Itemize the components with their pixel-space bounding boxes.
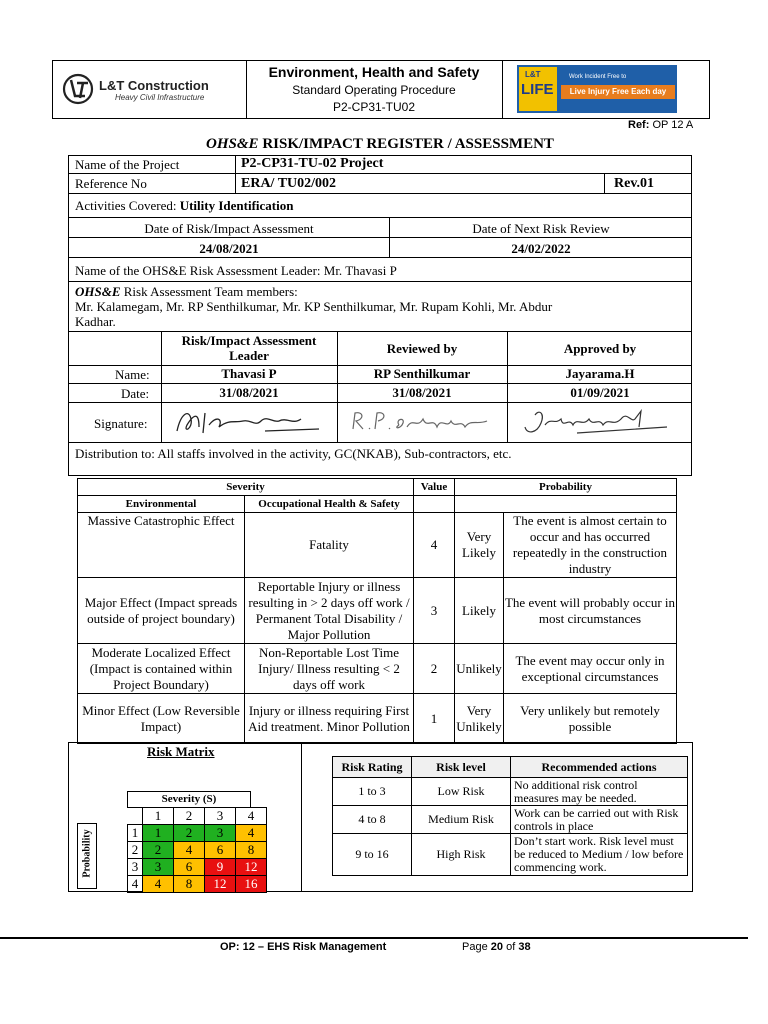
- matrix-cell: 8: [174, 876, 205, 893]
- approver-signature: [517, 405, 677, 439]
- severity-probability-table: Severity Value Probability Environmental Occupational Health & Safety Massive Catastrophic Effect Fatality 4 Very Likely The event is almost certain to occur and has occurred repeatedly in the construction industry Major Effect (Impact spreads outside of project boundary) Reportable Injury or illness resulting in > 2 days off work / Permanent Total Disability / Major Pollution 3 Likely The event will probably occur in most circumstances Moderate Localized Effect (Impact is contained within Project Boundary) Non-Reportable Lost Time Injury/ Illness resulting < 2 days off work 2 Unlikely The event may occur only in exceptional circumstances Minor Effect (Low Reversible Impact) Injury or illness requiring First Aid treatment. Minor Pollution 1 Very Unlikely Very unlikely but remotely possible: [77, 478, 677, 744]
- revision: Rev.01: [614, 176, 655, 191]
- leader-signature: [169, 405, 329, 439]
- company-name: L&T Construction: [99, 78, 209, 93]
- matrix-cell: 6: [174, 859, 205, 876]
- approver-name: Jayarama.H: [565, 366, 635, 381]
- reviewer-date: 31/08/2021: [392, 385, 452, 400]
- lt-logo-icon: [61, 72, 95, 106]
- matrix-cell: 4: [143, 876, 174, 893]
- risk-rating-row: 1 to 3 Low Risk No additional risk control measures may be needed.: [333, 778, 688, 806]
- company-logo-cell: [53, 61, 247, 118]
- project-name: P2-CP31-TU-02 Project: [241, 156, 384, 171]
- matrix-cell: 2: [174, 825, 205, 842]
- approvals-header-row: Risk/Impact Assessment Leader Reviewed by Approved by: [68, 331, 692, 365]
- header-title: Environment, Health and Safety: [268, 64, 480, 80]
- matrix-cell: 2: [143, 842, 174, 859]
- approvals-date-row: Date: 31/08/2021 31/08/2021 01/09/2021: [68, 383, 692, 402]
- severity-row: Massive Catastrophic Effect Fatality 4 Very Likely The event is almost certain to occur and has occurred repeatedly in the construction industry: [78, 513, 677, 578]
- matrix-cell: 6: [205, 842, 236, 859]
- severity-axis-label: Severity (S): [127, 791, 251, 808]
- leader-date: 31/08/2021: [219, 385, 279, 400]
- footer-rule: [0, 937, 748, 939]
- leader-line: Name of the OHS&E Risk Assessment Leader: Mr. Thavasi P: [75, 263, 397, 278]
- matrix-cell: 12: [205, 876, 236, 893]
- matrix-cell: 16: [236, 876, 267, 893]
- distribution-row: [68, 442, 692, 476]
- reference-number: ERA/ TU02/002: [241, 176, 337, 191]
- probability-axis-label: Probability: [81, 829, 93, 878]
- leader-row: [68, 257, 692, 281]
- activities-row: Activities Covered: Utility Identification: [68, 193, 692, 217]
- dates-value-row: [68, 237, 692, 257]
- risk-matrix-title: Risk Matrix: [147, 744, 215, 759]
- life-badge-cell: [502, 61, 709, 118]
- approvals-name-row: Name: Thavasi P RP Senthilkumar Jayarama.H: [68, 365, 692, 383]
- matrix-cell: 1: [143, 825, 174, 842]
- probability-axis-box: [77, 823, 97, 889]
- matrix-cell: 4: [174, 842, 205, 859]
- signature-row: Signature:: [68, 402, 692, 442]
- reviewer-name: RP Senthilkumar: [373, 366, 471, 381]
- life-badge-slogan: Live Injury Free Each day: [561, 85, 675, 99]
- matrix-cell: 9: [205, 859, 236, 876]
- page-number: Page 20 of 38: [462, 941, 531, 953]
- ref-line: Ref: OP 12 A: [628, 119, 694, 131]
- matrix-cell: 3: [205, 825, 236, 842]
- reviewer-signature: [347, 407, 497, 437]
- leader-name: Thavasi P: [221, 366, 277, 381]
- matrix-cell: 12: [236, 859, 267, 876]
- approver-date: 01/09/2021: [570, 385, 630, 400]
- severity-row: Moderate Localized Effect (Impact is contained within Project Boundary) Non-Reportable Lost Time Injury/ Illness resulting < 2 days off work 2 Unlikely The event may occur only in exceptional circumstances: [78, 644, 677, 694]
- assessment-date: 24/08/2021: [199, 241, 259, 256]
- risk-rating-row: 9 to 16 High Risk Don’t start work. Risk level must be reduced to Medium / low before commencing work.: [333, 834, 688, 876]
- footer-title: OP: 12 – EHS Risk Management: [220, 941, 387, 953]
- next-review-date: 24/02/2022: [511, 241, 571, 256]
- life-badge-yellow: L&T LIFE: [519, 67, 557, 111]
- severity-row: Major Effect (Impact spreads outside of project boundary) Reportable Injury or illness resulting in > 2 days off work / Permanent Total Disability / Major Pollution 3 Likely The event will probably occur in most circumstances: [78, 578, 677, 644]
- document-header: [52, 60, 710, 119]
- matrix-cell: 4: [236, 825, 267, 842]
- matrix-cell: 8: [236, 842, 267, 859]
- header-subtitle: Standard Operating Procedure: [292, 83, 456, 97]
- risk-matrix-box: [68, 742, 302, 892]
- header-doc-code: P2-CP31-TU02: [332, 100, 416, 114]
- dates-label-row: Date of Risk/Impact Assessment Date of Next Risk Review: [68, 217, 692, 237]
- project-name-row: Name of the Project P2-CP31-TU-02 Project: [68, 155, 692, 173]
- reference-row: Reference No ERA/ TU02/002 Rev.01: [68, 173, 692, 193]
- distribution-text: Distribution to: All staffs involved in the activity, GC(NKAB), Sub-contractors, etc.: [75, 446, 512, 461]
- activity-value: Utility Identification: [179, 198, 294, 213]
- header-title-cell: [246, 61, 503, 118]
- register-title: OHS&E RISK/IMPACT REGISTER / ASSESSMENT: [206, 136, 554, 152]
- team-row: OHS&E Risk Assessment Team members: Mr. Kalamegam, Mr. RP Senthilkumar, Mr. KP Senthilkumar, Mr. Rupam Kohli, Mr. Abdur Kadhar.: [68, 281, 692, 331]
- life-badge: L&T LIFE Work Incident Free to Live Injury Free Each day: [517, 65, 677, 113]
- risk-rating-table: Risk Rating Risk level Recommended actions 1 to 3 Low Risk No additional risk control measures may be needed. 4 to 8 Medium Risk Work can be carried out with Risk controls in place 9 to 16 High Risk Don’t start work. Risk level must be reduced to Medium / low before commencing work.: [332, 756, 688, 876]
- team-members: Mr. Kalamegam, Mr. RP Senthilkumar, Mr. KP Senthilkumar, Mr. Rupam Kohli, Mr. Abdur: [75, 299, 553, 314]
- severity-row: Minor Effect (Low Reversible Impact) Injury or illness requiring First Aid treatment. Minor Pollution 1 Very Unlikely Very unlikely but remotely possible: [78, 694, 677, 744]
- risk-matrix-grid: 1 2 3 4 1 1 2 3 4 2 2 4 6 8 3 3 6 9 12 4 4 8 12 16: [127, 807, 267, 893]
- matrix-cell: 3: [143, 859, 174, 876]
- risk-rating-row: 4 to 8 Medium Risk Work can be carried out with Risk controls in place: [333, 806, 688, 834]
- company-division: Heavy Civil Infrastructure: [115, 93, 205, 102]
